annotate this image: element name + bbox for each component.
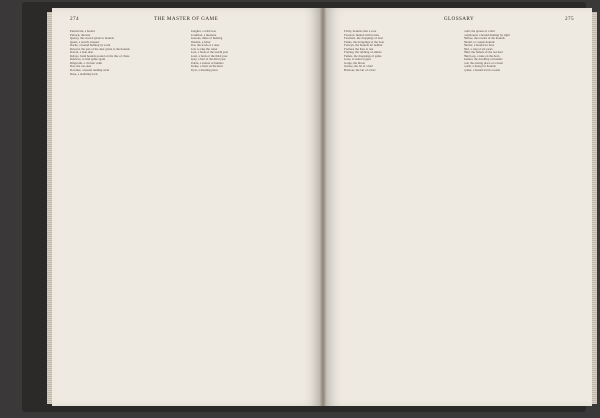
glossary-entry: Sanglier, a wild boar <box>190 30 217 33</box>
left-running-title: THE MASTER OF GAME <box>153 16 219 22</box>
glossary-entry: Seasons, times of hunting <box>190 37 223 41</box>
glossary-entry: Lymer, a hound led in a leash <box>463 69 500 73</box>
glossary-entry: Greyhound, a hound hunting by sight <box>463 33 510 37</box>
glossary-entry: Ringwalk, a circular walk <box>70 61 102 65</box>
glossary-entry: Forloyn, the hounds far behind <box>344 44 383 48</box>
glossary-entry: Roe, the roe-deer <box>70 65 92 69</box>
glossary-entry: Fairly, hounds after a sore <box>344 30 377 33</box>
open-book <box>22 2 586 412</box>
left-page <box>52 8 320 406</box>
glossary-entry: Slot, the track of a deer <box>190 44 220 48</box>
glossary-entry: Grail, the grease of a hart <box>463 30 495 33</box>
glossary-entry: Soil, to take the water <box>190 47 218 51</box>
right-page-number: 275 <box>565 16 574 22</box>
glossary-entry: Rowmer, a hound running wide <box>70 69 110 73</box>
left-column-2 <box>191 30 305 396</box>
glossary-entry: Hind, the female of the red deer <box>463 51 503 55</box>
right-page <box>326 8 592 406</box>
glossary-entry: Formed, the hare at rest <box>344 47 374 51</box>
glossary-entry: Shackle, a fetter <box>190 40 211 44</box>
glossary-entry: Pursuivant, a herald <box>70 30 95 33</box>
left-page-number: 274 <box>70 16 79 22</box>
glossary-entry: Lair, the resting place of a beast <box>463 61 503 65</box>
glossary-entry: Harbour, the lair of a hart <box>344 69 376 73</box>
right-page-header <box>344 16 574 26</box>
glossary-entry: Sore, a buck of the fourth year <box>190 51 229 55</box>
glossary-entry: Gaze, to stand at gaze <box>344 58 372 62</box>
glossary-entry: Harrier, a hound for hare <box>463 44 495 48</box>
glossary-entry: Scantilon, a measure <box>190 33 217 37</box>
glossary-entry: Hardel, to couple hounds <box>463 40 495 44</box>
glossary-entry: Retrieve, to find game again <box>70 58 106 62</box>
glossary-entry: Puttock, the kite <box>70 33 91 37</box>
glossary-entry: Hunt's-up, a tune on the horn <box>463 54 500 58</box>
right-column-1 <box>344 30 457 396</box>
glossary-entry: Fumes, the droppings of game <box>344 54 382 58</box>
glossary-entry: Ferreted, hunted with ferrets <box>344 33 380 37</box>
glossary-entry: Relays, fresh hounds posted on the line of chase <box>70 54 130 58</box>
glossary-entry: Tryst, a meeting place <box>190 69 218 73</box>
glossary-entry: Leash, a thong for hounds <box>463 65 496 69</box>
glossary-entry: Hallow, the reward of the hounds <box>463 37 505 41</box>
glossary-entry: Strake, a blast on the horn <box>190 65 223 69</box>
glossary-entry: Rache, a hound hunting by scent <box>70 44 111 48</box>
glossary-entry: Sorel, a buck of the third year <box>190 54 228 58</box>
right-page-edges <box>592 12 597 404</box>
glossary-entry: Spay, a hart of the third year <box>190 58 226 62</box>
glossary-entry: Quarry, the reward given to hounds <box>70 37 114 41</box>
right-column-2 <box>464 30 577 396</box>
glossary-entry: Fraying, the rubbing of antlers <box>344 51 382 55</box>
glossary-entry: Hart, a stag of six years <box>463 47 493 51</box>
right-running-title: GLOSSARY <box>443 16 475 22</box>
glossary-entry: Quest, a search, inquest <box>70 40 100 44</box>
glossary-entry: Reward, the part of the deer given to the hounds <box>70 47 130 51</box>
glossary-entry: Ruse, a doubling back <box>70 72 98 76</box>
left-page-header <box>70 16 302 26</box>
glossary-entry: Gorge, the throat <box>344 61 365 65</box>
glossary-entry: Fewmets, the droppings of deer <box>344 37 384 41</box>
glossary-entry: Fiants, the droppings of the boar <box>344 40 385 44</box>
glossary-entry: Kennel, the dwelling of hounds <box>463 58 503 62</box>
left-column-1 <box>70 30 184 396</box>
glossary-entry: Rascal, a lean deer <box>70 51 94 55</box>
glossary-entry: Grease, the fat of a hart <box>344 65 374 69</box>
glossary-entry: Stable, a station of hunters <box>190 61 224 65</box>
